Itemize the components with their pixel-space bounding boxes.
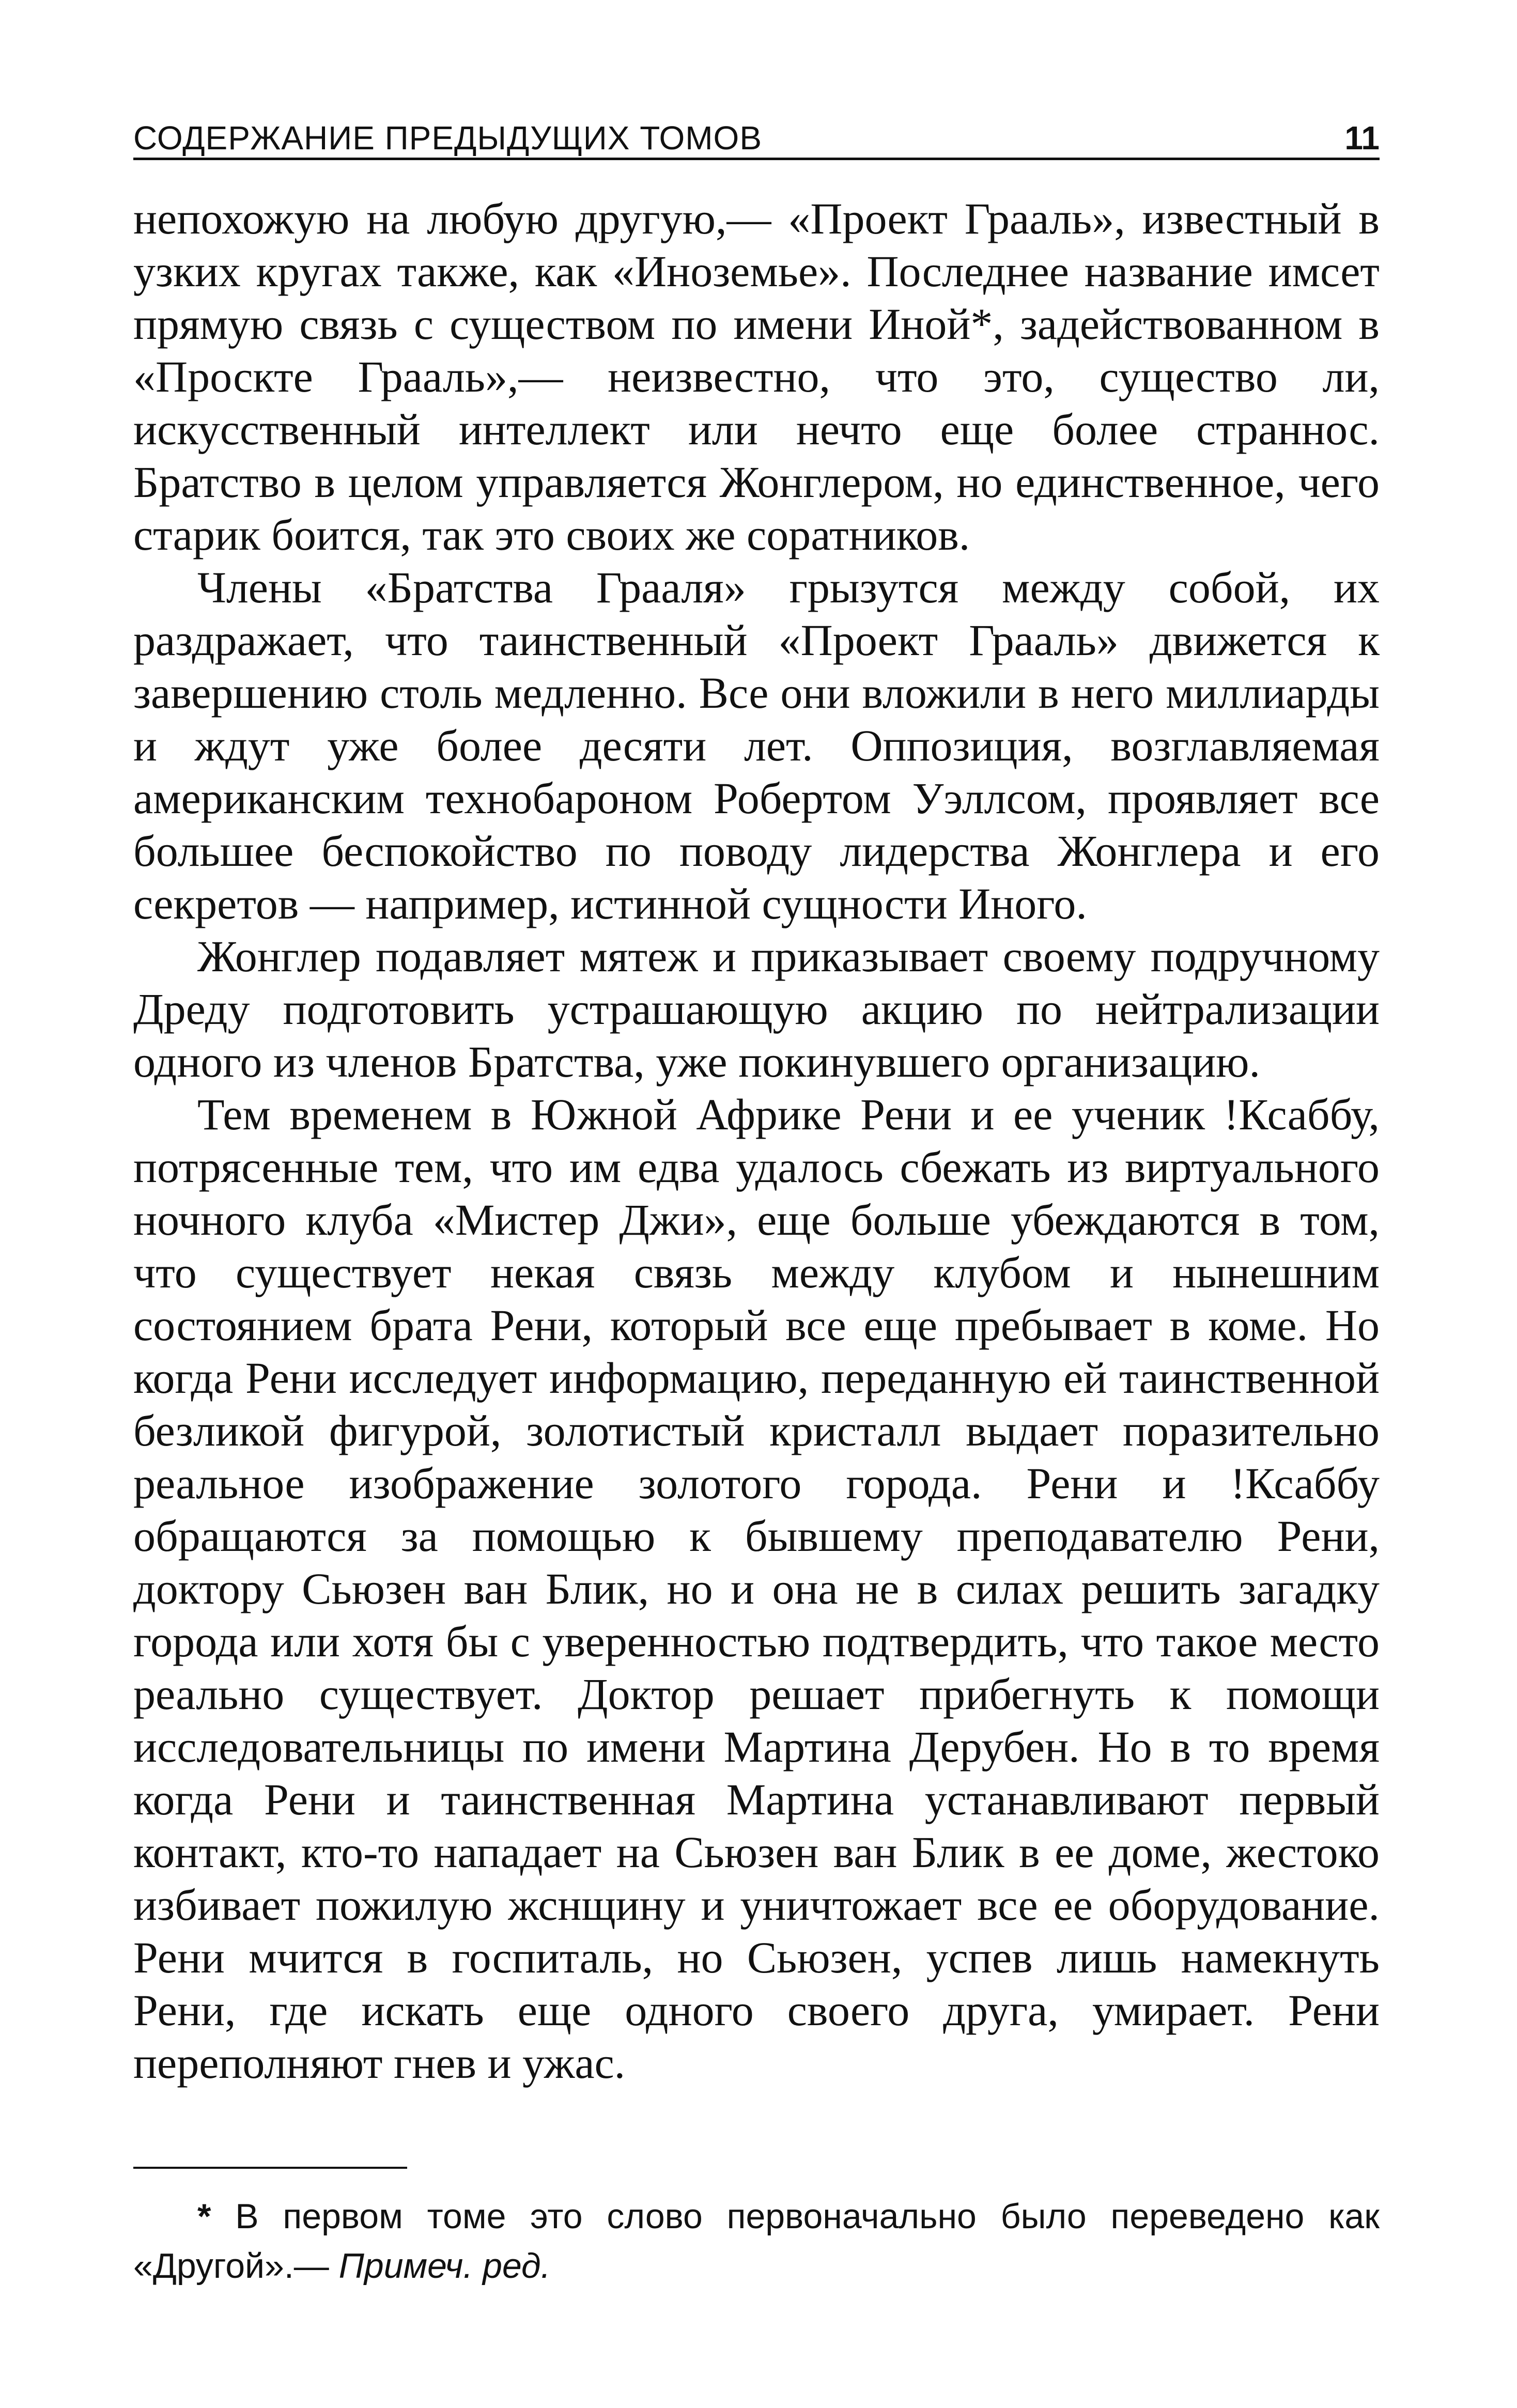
- paragraph: Члены «Братства Грааля» грызутся между собой, их раздражает, что таинственный «Проект Грааль» движется к завершению столь медленно. Все они вложили в него миллиарды и ждут уже более десяти лет. Оппозиция, возглавляемая американским технобароном Робертом Уэллсом, проявляет все большее беспокойство по поводу лидерства Жонглера и его секретов — например, истинной сущности Иного.: [133, 563, 1380, 928]
- footnote: [133, 2192, 1380, 2291]
- footnote-text: В первом томе это слово первоначально было переведено как «Другой».—: [133, 2197, 1380, 2286]
- editor-note: Примеч. ред.: [338, 2246, 551, 2286]
- paragraph-continued: непохожую на любую другую,— «Проект Грааль», известный в узких кругах также, как «Иноземье». Последнее название имсет прямую связь с существом по имени Иной*, задействованном в «Проскте Грааль»,— неизвестно, что это, существо ли, искусственный интеллект или нечто еще более страннос. Братство в целом управляется Жонглером, но единственное, чего старик боится, так это своих же соратников.: [133, 194, 1380, 560]
- page-number: 11: [1344, 119, 1380, 157]
- paragraph: Тем временем в Южной Африке Рени и ее ученик !Ксаббу, потрясенные тем, что им едва удалось сбежать из виртуального ночного клуба «Мистер Джи», еще больше убеждаются в том, что существует некая связь между клубом и нынешним состоянием брата Рени, который все еще пребывает в коме. Но когда Рени исследует информацию, переданную ей таинственной безликой фигурой, золотистый кристалл выдает поразительно реальное изображение золотого города. Рени и !Ксаббу обращаются за помощью к бывшему преподавателю Рени, доктору Сьюзен ван Блик, но и она не в силах решить загадку города или хотя бы с уверенностью подтвердить, что такое место реально существует. Доктор решает прибегнуть к помощи исследовательницы по имени Мартина Дерубен. Но в то время когда Рени и таинственная Мартина устанавливают первый контакт, кто-то нападает на Сьюзен ван Блик в ее доме, жестоко избивает пожилую жснщину и уничтожает все ее оборудование. Рени мчится в госпиталь, но Сьюзен, успев лишь намекнуть Рени, где искать еще одного своего друга, умирает. Рени переполняют гнев и ужас.: [133, 1090, 1380, 2088]
- running-header: [133, 103, 1380, 160]
- body-text: [133, 192, 1380, 2089]
- footnote-marker: *: [197, 2197, 211, 2236]
- paragraph: Жонглер подавляет мятеж и приказывает своему подручному Дреду подготовить устрашающую акцию по нейтрализации одного из членов Братства, уже покинувшего организацию.: [133, 931, 1380, 1086]
- footnote-divider: [133, 2167, 407, 2169]
- running-head-title: СОДЕРЖАНИЕ ПРЕДЫДУЩИХ ТОМОВ: [133, 119, 762, 157]
- book-page: [133, 103, 1380, 2291]
